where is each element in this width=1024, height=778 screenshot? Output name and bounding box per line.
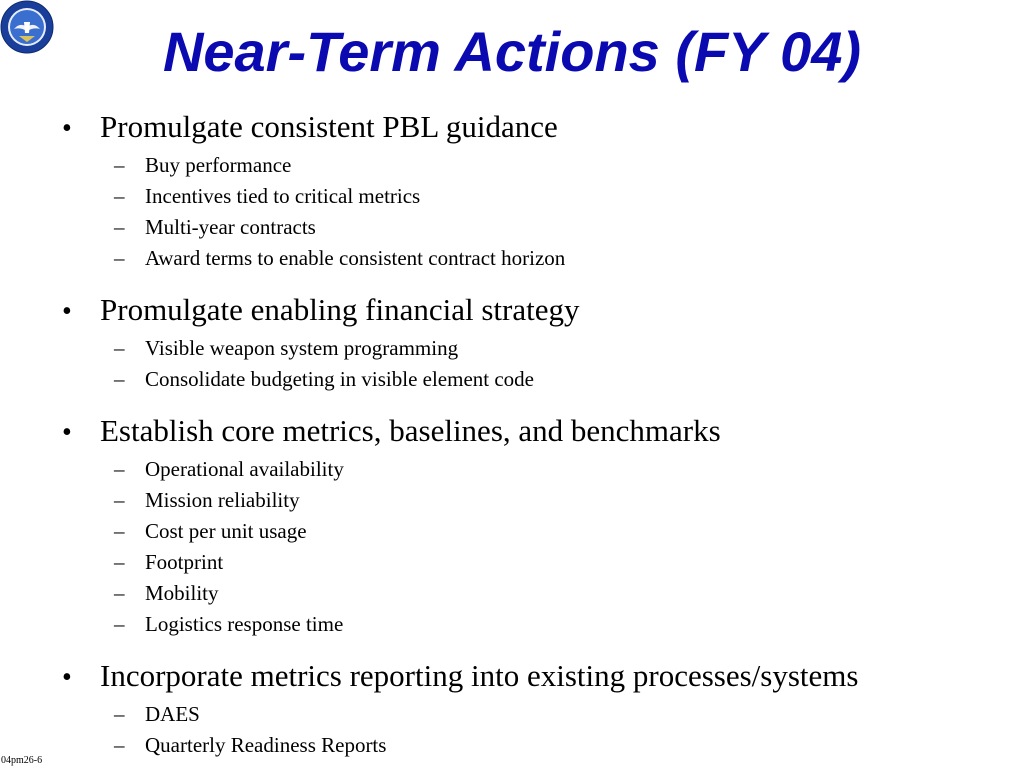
- dash-icon: –: [114, 702, 125, 726]
- sub-bullet-item: [62, 516, 1012, 547]
- sub-bullet-text: Consolidate budgeting in visible element code: [145, 367, 535, 391]
- bullet-group-financial-strategy: [62, 291, 1012, 395]
- bullet-item: [62, 291, 1012, 331]
- sub-bullet-item: [62, 150, 1012, 181]
- sub-bullet-item: [62, 212, 1012, 243]
- bullet-dot-icon: •: [62, 113, 72, 144]
- sub-bullet-item: [62, 454, 1012, 485]
- sub-bullet-list: [62, 333, 1012, 395]
- bullet-item: [62, 108, 1012, 148]
- sub-bullet-text: Footprint: [145, 550, 224, 574]
- bullet-text: Establish core metrics, baselines, and benchmarks: [100, 413, 721, 448]
- sub-bullet-text: Incentives tied to critical metrics: [145, 184, 421, 208]
- sub-bullet-text: Quarterly Readiness Reports: [145, 733, 387, 757]
- sub-bullet-item: [62, 547, 1012, 578]
- sub-bullet-text: Logistics response time: [145, 612, 344, 636]
- dash-icon: –: [114, 457, 125, 481]
- bullet-list: [62, 108, 1012, 778]
- bullet-group-metrics-reporting: [62, 657, 1012, 761]
- bullet-dot-icon: •: [62, 296, 72, 327]
- sub-bullet-text: Buy performance: [145, 153, 292, 177]
- bullet-text: Incorporate metrics reporting into existing processes/systems: [100, 658, 859, 693]
- bullet-dot-icon: •: [62, 662, 72, 693]
- dash-icon: –: [114, 246, 125, 270]
- sub-bullet-text: Mission reliability: [145, 488, 300, 512]
- sub-bullet-item: [62, 364, 1012, 395]
- sub-bullet-list: [62, 454, 1012, 640]
- sub-bullet-text: Award terms to enable consistent contract horizon: [145, 246, 566, 270]
- bullet-group-pbl-guidance: [62, 108, 1012, 274]
- dash-icon: –: [114, 733, 125, 757]
- sub-bullet-list: [62, 150, 1012, 274]
- bullet-dot-icon: •: [62, 417, 72, 448]
- sub-bullet-text: Mobility: [145, 581, 219, 605]
- sub-bullet-item: [62, 333, 1012, 364]
- dash-icon: –: [114, 367, 125, 391]
- sub-bullet-item: [62, 578, 1012, 609]
- bullet-item: [62, 657, 1012, 697]
- sub-bullet-text: DAES: [145, 702, 200, 726]
- sub-bullet-item: [62, 609, 1012, 640]
- sub-bullet-text: Multi-year contracts: [145, 215, 316, 239]
- sub-bullet-item: [62, 243, 1012, 274]
- sub-bullet-text: Operational availability: [145, 457, 344, 481]
- slide-title: Near-Term Actions (FY 04): [162, 20, 862, 83]
- bullet-text: Promulgate consistent PBL guidance: [100, 109, 558, 144]
- sub-bullet-item: [62, 181, 1012, 212]
- dash-icon: –: [114, 184, 125, 208]
- sub-bullet-text: Visible weapon system programming: [145, 336, 459, 360]
- dash-icon: –: [114, 581, 125, 605]
- sub-bullet-item: [62, 485, 1012, 516]
- sub-bullet-item: [62, 699, 1012, 730]
- bullet-text: Promulgate enabling financial strategy: [100, 292, 580, 327]
- dash-icon: –: [114, 550, 125, 574]
- dash-icon: –: [114, 612, 125, 636]
- dash-icon: –: [114, 519, 125, 543]
- sub-bullet-list: [62, 699, 1012, 761]
- sub-bullet-text: Cost per unit usage: [145, 519, 307, 543]
- bullet-group-core-metrics: [62, 412, 1012, 640]
- dash-icon: –: [114, 153, 125, 177]
- bullet-item: [62, 412, 1012, 452]
- dash-icon: –: [114, 215, 125, 239]
- dash-icon: –: [114, 488, 125, 512]
- sub-bullet-item: [62, 730, 1012, 761]
- dash-icon: –: [114, 336, 125, 360]
- slide-footer-code: 04pm26-6: [1, 755, 43, 766]
